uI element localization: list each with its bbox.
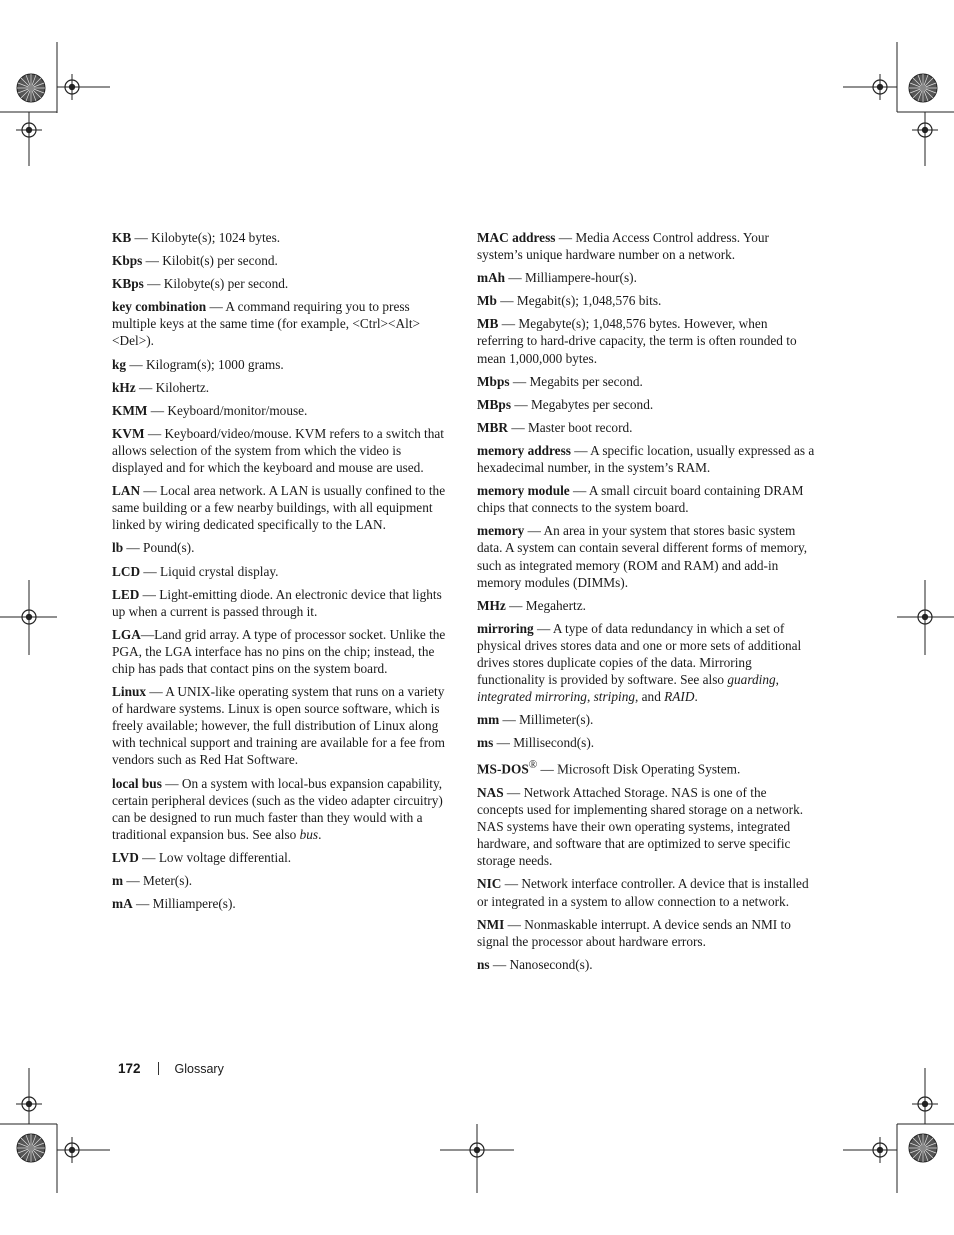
glossary-entry bbox=[477, 734, 815, 751]
em-dash: — bbox=[139, 586, 160, 602]
glossary-definition: An area in your system that stores basic system data. A system can contain several different forms of memory, such as integrated memory (ROM and RAM) and add-in memory modules (DIMMs). bbox=[477, 523, 808, 590]
glossary-term: kHz bbox=[112, 379, 136, 395]
glossary-definition: A UNIX-like operating system that runs on a variety of hardware systems. Linux is open source software, which is freely available; however, the full distribution of Linux along with technical support and training are available for a fee from vendors such as Red Hat Software. bbox=[112, 684, 446, 768]
em-dash: — bbox=[498, 316, 519, 332]
glossary-definition: Network interface controller. A device that is installed or integrated in a system to allow connection to a network. bbox=[477, 876, 809, 909]
glossary-entry bbox=[477, 522, 815, 590]
glossary-right-column bbox=[477, 229, 815, 979]
em-dash: — bbox=[509, 373, 530, 389]
glossary-definition: Megabytes per second. bbox=[530, 396, 654, 412]
glossary-entry bbox=[477, 269, 815, 286]
cross-reference: RAID bbox=[664, 689, 695, 705]
separator-text: , bbox=[775, 672, 779, 688]
em-dash: — bbox=[143, 276, 164, 292]
separator-text: , and bbox=[635, 689, 665, 705]
glossary-entry bbox=[477, 315, 815, 366]
glossary-entry bbox=[112, 229, 448, 246]
glossary-term: KBps bbox=[112, 276, 144, 292]
glossary-term: NIC bbox=[477, 876, 502, 892]
em-dash: — bbox=[140, 483, 161, 499]
em-dash: — bbox=[126, 356, 146, 372]
glossary-term: NMI bbox=[477, 916, 505, 932]
glossary-term: MBps bbox=[477, 396, 511, 412]
em-dash: — bbox=[496, 293, 517, 309]
crop-mark-mid-left bbox=[0, 580, 57, 655]
glossary-entry bbox=[112, 275, 448, 292]
glossary-term: memory bbox=[477, 523, 525, 539]
glossary-term: kg bbox=[112, 356, 127, 372]
glossary-definition: Millisecond(s). bbox=[513, 735, 595, 751]
glossary-definition: Light-emitting diode. An electronic device that lights up when a current is passed through it. bbox=[112, 586, 442, 619]
glossary-term: MS-DOS bbox=[477, 761, 529, 777]
glossary-entry bbox=[477, 482, 815, 516]
em-dash: — bbox=[206, 299, 226, 315]
em-dash: — bbox=[140, 563, 161, 579]
glossary-term: MB bbox=[477, 316, 499, 332]
glossary-entry bbox=[112, 563, 448, 580]
registered-mark: ® bbox=[528, 759, 538, 772]
em-dash: — bbox=[138, 849, 159, 865]
em-dash: — bbox=[123, 540, 144, 556]
glossary-definition: Microsoft Disk Operating System. bbox=[557, 761, 741, 777]
glossary-entry bbox=[477, 784, 815, 869]
glossary-entry bbox=[112, 379, 448, 396]
glossary-term: lb bbox=[112, 540, 124, 556]
em-dash: — bbox=[511, 396, 531, 412]
em-dash: — bbox=[135, 379, 156, 395]
glossary-term: MAC address bbox=[477, 230, 556, 245]
glossary-entry bbox=[112, 626, 448, 677]
glossary-entry bbox=[477, 757, 815, 778]
glossary-entry bbox=[112, 895, 448, 912]
em-dash: — bbox=[505, 597, 526, 613]
glossary-term: mA bbox=[112, 896, 133, 912]
glossary-definition: Nonmaskable interrupt. A device sends an NMI to signal the processor about hardware errors. bbox=[477, 916, 791, 949]
em-dash: — bbox=[533, 620, 553, 636]
glossary-definition: Millimeter(s). bbox=[519, 712, 594, 728]
glossary-definition: Keyboard/monitor/mouse. bbox=[167, 402, 308, 418]
em-dash: — bbox=[132, 896, 153, 912]
em-dash: — bbox=[144, 425, 165, 441]
glossary-definition: Meter(s). bbox=[143, 873, 193, 888]
glossary-entry bbox=[112, 872, 448, 889]
glossary-term: LVD bbox=[112, 849, 139, 865]
glossary-definition: Pound(s). bbox=[143, 540, 195, 556]
glossary-term: LED bbox=[112, 586, 140, 602]
glossary-term: MHz bbox=[477, 597, 506, 613]
glossary-entry bbox=[477, 442, 815, 476]
glossary-entry bbox=[112, 586, 448, 620]
em-dash: — bbox=[503, 784, 524, 800]
footer-divider bbox=[158, 1062, 159, 1075]
glossary-definition: Megahertz. bbox=[525, 597, 586, 613]
em-dash: — bbox=[147, 402, 168, 418]
glossary-term: mAh bbox=[477, 270, 506, 286]
glossary-definition: Liquid crystal display. bbox=[160, 563, 279, 579]
em-dash: — bbox=[504, 916, 525, 932]
glossary-term: NAS bbox=[477, 784, 504, 800]
glossary-definition: Kilobyte(s) per second. bbox=[163, 276, 289, 292]
em-dash: — bbox=[146, 684, 166, 700]
glossary-entry bbox=[112, 402, 448, 419]
glossary-entry bbox=[112, 482, 448, 533]
glossary-entry bbox=[477, 620, 815, 705]
crop-mark-bottom-left bbox=[0, 1068, 110, 1193]
glossary-entry bbox=[477, 956, 815, 973]
glossary-term: m bbox=[112, 873, 124, 888]
cross-reference: integrated mirroring bbox=[477, 689, 587, 705]
glossary-term: KVM bbox=[112, 425, 145, 441]
glossary-entry bbox=[112, 252, 448, 269]
glossary-entry bbox=[477, 597, 815, 614]
glossary-term: mirroring bbox=[477, 620, 534, 636]
em-dash: — bbox=[493, 735, 514, 751]
glossary-term: MBR bbox=[477, 419, 509, 435]
em-dash: — bbox=[570, 442, 591, 458]
footer-section-title: Glossary bbox=[174, 1062, 224, 1076]
glossary-term: LGA bbox=[112, 626, 141, 642]
crop-mark-bottom-center bbox=[440, 1124, 514, 1193]
em-dash: — bbox=[524, 523, 544, 539]
glossary-term: KB bbox=[112, 230, 132, 245]
glossary-term: memory module bbox=[477, 483, 570, 499]
glossary-definition: Megabit(s); 1,048,576 bits. bbox=[516, 293, 662, 309]
em-dash: — bbox=[501, 876, 522, 892]
glossary-definition: Kilobyte(s); 1024 bytes. bbox=[151, 230, 281, 245]
glossary-definition: A small circuit board containing DRAM chips that connects to the system board. bbox=[477, 483, 804, 516]
em-dash: — bbox=[131, 230, 152, 245]
glossary-definition: Media Access Control address. Your system’s unique hardware number on a network. bbox=[477, 230, 769, 263]
em-dash: — bbox=[555, 230, 576, 245]
glossary-entry bbox=[112, 298, 448, 349]
glossary-definition: Megabyte(s); 1,048,576 bytes. However, when referring to hard-drive capacity, the term is often rounded to mean 1,000,000 bytes. bbox=[477, 316, 797, 366]
glossary-definition: Milliampere-hour(s). bbox=[525, 270, 637, 286]
glossary-definition: Network Attached Storage. NAS is one of the concepts used for implementing shared storage on a network. NAS systems have their own operating systems, integrated hardware, and software that are optimized to serve specific storage needs. bbox=[477, 784, 804, 869]
glossary-definition: Kilobit(s) per second. bbox=[162, 253, 278, 269]
glossary-definition: A type of data redundancy in which a set of physical drives stores data and one or more sets of additional drives stores duplicate copies of the data. Mirroring functionality is provided by software. See also bbox=[477, 620, 802, 688]
em-dash: — bbox=[489, 956, 510, 972]
glossary-entry bbox=[112, 539, 448, 556]
crop-mark-top-right bbox=[843, 42, 954, 166]
crop-mark-top-left bbox=[0, 42, 110, 166]
glossary-term: KMM bbox=[112, 402, 148, 418]
glossary-definition: A specific location, usually expressed as a hexadecimal number, in the system’s RAM. bbox=[477, 442, 815, 476]
em-dash: — bbox=[140, 626, 155, 642]
glossary-definition: Milliampere(s). bbox=[152, 896, 236, 912]
glossary-term: local bus bbox=[112, 775, 162, 791]
glossary-definition: Kilohertz. bbox=[155, 379, 210, 395]
glossary-entry bbox=[477, 711, 815, 728]
cross-reference: guarding bbox=[727, 672, 776, 688]
cross-reference: bus bbox=[299, 826, 319, 842]
glossary-definition: On a system with local-bus expansion capability, certain peripheral devices (such as the video adapter circuitry) can be designed to run much faster than they would with a traditional expansion bus. See also bbox=[112, 775, 443, 842]
em-dash: — bbox=[499, 712, 520, 728]
glossary-entry bbox=[477, 373, 815, 390]
glossary-entry bbox=[112, 425, 448, 476]
crop-mark-mid-right bbox=[897, 580, 954, 655]
glossary-entry bbox=[477, 229, 815, 263]
glossary-term: LCD bbox=[112, 563, 141, 579]
glossary-entry bbox=[477, 292, 815, 309]
page-footer bbox=[118, 1061, 224, 1076]
glossary-term: LAN bbox=[112, 483, 141, 499]
glossary-entry bbox=[477, 916, 815, 950]
glossary-term: mm bbox=[477, 712, 500, 728]
glossary-term: ns bbox=[477, 956, 490, 972]
glossary-definition: Low voltage differential. bbox=[158, 849, 292, 865]
glossary-entry bbox=[477, 419, 815, 436]
glossary-definition: Kilogram(s); 1000 grams. bbox=[146, 356, 284, 372]
em-dash: — bbox=[505, 270, 526, 286]
em-dash: — bbox=[508, 419, 528, 435]
glossary-definition: Keyboard/video/mouse. KVM refers to a switch that allows selection of the system from which the video is displayed and for which the keyboard and mouse are used. bbox=[112, 425, 444, 476]
em-dash: — bbox=[142, 253, 163, 269]
em-dash: — bbox=[161, 775, 182, 791]
separator-text: , bbox=[586, 689, 594, 705]
glossary-left-column bbox=[112, 229, 448, 918]
em-dash: — bbox=[123, 873, 144, 888]
glossary-definition: Local area network. A LAN is usually confined to the same building or a few nearby buildings, with all equipment linked by wiring dedicated specifically to the LAN. bbox=[112, 483, 446, 533]
glossary-definition: Nanosecond(s). bbox=[509, 956, 593, 972]
em-dash: — bbox=[537, 761, 558, 777]
glossary-entry bbox=[112, 683, 448, 768]
glossary-definition: Megabits per second. bbox=[529, 373, 643, 389]
separator-text: . bbox=[694, 689, 698, 705]
glossary-term: Linux bbox=[112, 684, 147, 700]
glossary-entry bbox=[477, 875, 815, 909]
page-number: 172 bbox=[118, 1061, 141, 1076]
glossary-term: key combination bbox=[112, 299, 207, 315]
glossary-term: memory address bbox=[477, 442, 571, 458]
glossary-entry bbox=[112, 775, 448, 843]
definition-tail: . bbox=[318, 826, 322, 842]
glossary-term: Kbps bbox=[112, 253, 143, 269]
glossary-entry bbox=[112, 356, 448, 373]
cross-reference: striping bbox=[593, 689, 635, 705]
glossary-term: Mbps bbox=[477, 373, 510, 389]
glossary-entry bbox=[112, 849, 448, 866]
crop-mark-bottom-right bbox=[843, 1068, 954, 1193]
glossary-term: ms bbox=[477, 735, 494, 751]
glossary-definition: Land grid array. A type of processor socket. Unlike the PGA, the LGA interface has no pins on the chip; instead, the chip has pads that contact pins on the system board. bbox=[112, 626, 446, 676]
em-dash: — bbox=[569, 483, 589, 499]
glossary-term: Mb bbox=[477, 293, 497, 309]
glossary-definition: A command requiring you to press multiple keys at the same time (for example, <Ctrl><Alt><Del>). bbox=[112, 299, 421, 349]
glossary-entry bbox=[477, 396, 815, 413]
glossary-definition: Master boot record. bbox=[527, 419, 633, 435]
